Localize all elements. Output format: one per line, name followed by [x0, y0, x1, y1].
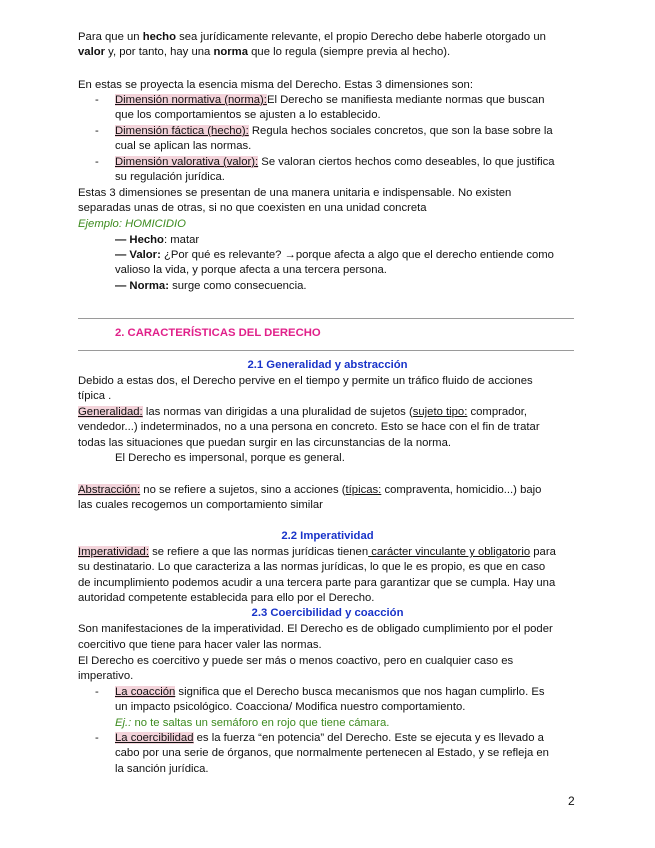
section-rule-top	[78, 318, 574, 319]
heading-2-1: 2.1 Generalidad y abstracción	[247, 359, 408, 371]
s21-paragraph-2: típica .	[78, 390, 112, 402]
s21-paragraph-1: Debido a estas dos, el Derecho pervive en el tiempo y permite un tráfico fluido de acciones	[78, 375, 533, 387]
generalidad-line-2: vendedor...) indeterminados, no a una persona en concreto. Esto se hace con el fin de tratar	[78, 421, 540, 433]
example-valor: — Valor: ¿Por qué es relevante? →porque afecta a algo que el derecho entiende como	[115, 249, 554, 261]
generalidad-line-1: Generalidad: las normas van dirigidas a una pluralidad de sujetos (sujeto tipo: comprador,	[78, 406, 528, 418]
heading-2-3: 2.3 Coercibilidad y coacción	[251, 607, 404, 619]
section-rule-bottom	[78, 350, 574, 351]
coaccion-line-2: un impacto psicológico. Coacciona/ Modifica nuestro comportamiento.	[115, 701, 466, 713]
coercibilidad-line-2: cabo por una serie de órganos, que normalmente pertenecen al Estado, y se refleja en	[115, 747, 549, 759]
coercibilidad-line-1: La coercibilidad es la fuerza “en potencia” del Derecho. Este se ejecuta y es llevado a	[115, 732, 544, 744]
dimensions-after-2: separadas unas de otras, si no que coexisten en una unidad concreta	[78, 202, 427, 214]
dimension-valorativa-cont: su regulación jurídica.	[115, 171, 225, 183]
dimension-normativa-cont: que los comportamientos se ajusten a lo establecido.	[115, 109, 381, 121]
dimension-valorativa: Dimensión valorativa (valor): Se valoran ciertos hechos como deseables, lo que justifica	[115, 156, 555, 168]
s23-paragraph-2: coercitivo que tiene para hacer valer las normas.	[78, 639, 322, 651]
imperatividad-line-1: Imperatividad: se refiere a que las normas jurídicas tienen carácter vinculante y obligatorio para	[78, 546, 556, 558]
bullet: -	[95, 156, 99, 168]
abstraccion-line-2: las cuales recogemos un comportamiento similar	[78, 499, 323, 511]
page-number: 2	[568, 794, 575, 808]
heading-2-2: 2.2 Imperatividad	[281, 530, 374, 542]
intro-line-1: Para que un hecho sea jurídicamente relevante, el propio Derecho debe haberle otorgado un	[78, 31, 546, 43]
example-title: Ejemplo: HOMICIDIO	[78, 218, 186, 230]
example-valor-cont: valioso la vida, y porque afecta a una tercera persona.	[115, 264, 387, 276]
intro-line-2: valor y, por tanto, hay una norma que lo regula (siempre previa al hecho).	[78, 46, 451, 58]
s23-paragraph-4: imperativo.	[78, 670, 134, 682]
coercibilidad-line-3: la sanción jurídica.	[115, 763, 209, 775]
dimensions-lead: En estas se proyecta la esencia misma del Derecho. Estas 3 dimensiones son:	[78, 79, 473, 91]
bullet: -	[95, 686, 99, 698]
s23-paragraph-1: Son manifestaciones de la imperatividad. El Derecho es de obligado cumplimiento por el poder	[78, 623, 553, 635]
generalidad-line-3: todas las situaciones que puedan surgir en las circunstancias de la norma.	[78, 437, 452, 449]
dimension-factica-cont: cual se aplican las normas.	[115, 140, 252, 152]
generalidad-line-4: El Derecho es impersonal, porque es general.	[115, 452, 345, 464]
dimensions-after-1: Estas 3 dimensiones se presentan de una manera unitaria e indispensable. No existen	[78, 187, 512, 199]
abstraccion-line-1: Abstracción: no se refiere a sujetos, sino a acciones (típicas: compraventa, homicidio...) bajo	[78, 484, 542, 496]
dimension-normativa: Dimensión normativa (norma):El Derecho se manifiesta mediante normas que buscan	[115, 94, 545, 106]
bullet: -	[95, 94, 99, 106]
coaccion-example: Ej.: no te saltas un semáforo en rojo que tiene cámara.	[115, 717, 390, 729]
dimension-factica: Dimensión fáctica (hecho): Regula hechos sociales concretos, que son la base sobre la	[115, 125, 553, 137]
bullet: -	[95, 732, 99, 744]
imperatividad-line-2: su destinatario. Lo que caracteriza a las normas jurídicas, lo que le es propio, es que en caso	[78, 561, 546, 573]
example-hecho: — Hecho: matar	[115, 234, 200, 246]
section-2-title: 2. CARACTERÍSTICAS DEL DERECHO	[115, 327, 321, 339]
s23-paragraph-3: El Derecho es coercitivo y puede ser más o menos coactivo, pero en cualquier caso es	[78, 655, 514, 667]
imperatividad-line-4: autoridad competente establecida para ello por el Derecho.	[78, 592, 375, 604]
bullet: -	[95, 125, 99, 137]
imperatividad-line-3: de incumplimiento podemos acudir a una tercera parte para garantizar que se cumpla. Hay una	[78, 577, 556, 589]
example-norma: — Norma: surge como consecuencia.	[115, 280, 307, 292]
coaccion-line-1: La coacción significa que el Derecho busca mecanismos que nos hagan cumplirlo. Es	[115, 686, 545, 698]
